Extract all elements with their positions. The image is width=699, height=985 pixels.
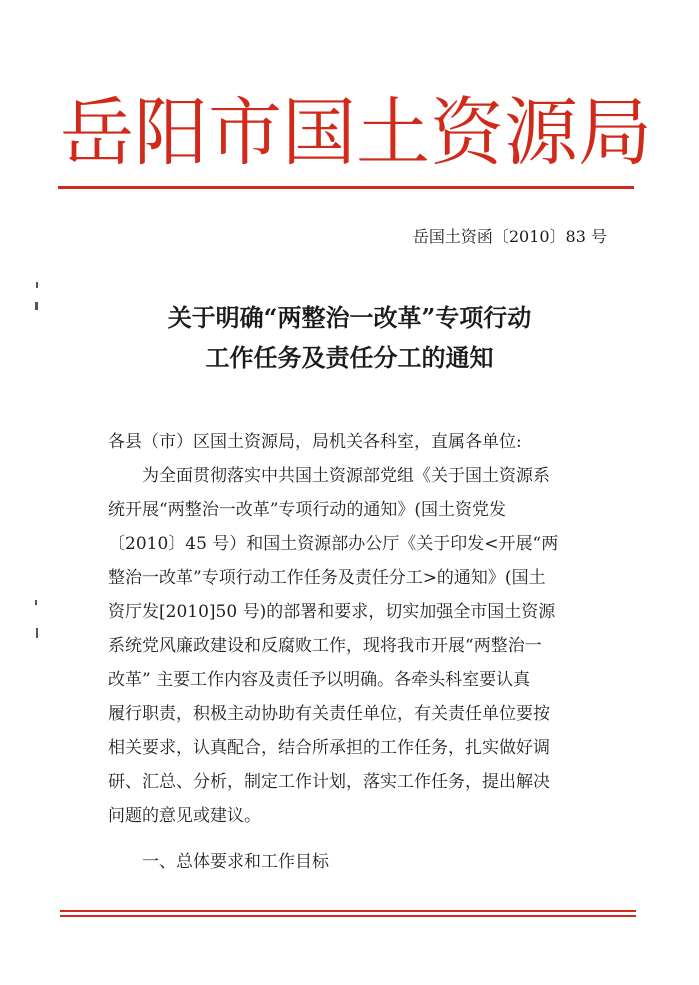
body-line: 〔2010〕45 号）和国土资源部办公厅《关于印发<开展“两 [108, 534, 559, 554]
body-line: 系统党风廉政建设和反腐败工作，现将我市开展“两整治一 [108, 636, 542, 656]
org-char: 国 [282, 90, 356, 176]
margin-mark [35, 600, 37, 605]
margin-mark [35, 302, 38, 310]
organization-header [60, 88, 652, 178]
body-line: 履行职责，积极主动协助有关责任单位，有关责任单位要按 [108, 704, 550, 724]
document-title-line-2: 工作任务及责任分工的通知 [205, 343, 494, 372]
body-line: 改革” 主要工作内容及责任予以明确。各牵头科室要认真 [108, 670, 531, 690]
body-line: 研、汇总、分析，制定工作计划，落实工作任务，提出解决 [108, 772, 550, 792]
org-char: 土 [356, 90, 430, 176]
header-divider [58, 186, 634, 189]
salutation: 各县（市）区国土资源局，局机关各科室，直属各单位: [108, 432, 522, 452]
org-char: 源 [504, 90, 578, 176]
footer-divider-lower [60, 915, 636, 917]
document-title-line-1: 关于明确“两整治一改革”专项行动 [167, 303, 532, 332]
body-line: 问题的意见或建议。 [108, 806, 261, 826]
org-char: 市 [208, 90, 282, 176]
org-char: 阳 [134, 90, 208, 176]
body-line: 相关要求，认真配合，结合所承担的工作任务，扎实做好调 [108, 738, 550, 758]
body-line: 统开展“两整治一改革”专项行动的通知》(国土资党发 [108, 500, 507, 520]
org-char: 岳 [60, 90, 134, 176]
margin-mark [36, 282, 38, 288]
org-char: 局 [578, 90, 652, 176]
org-char: 资 [430, 90, 504, 176]
margin-mark [36, 628, 38, 638]
footer-divider-upper [60, 910, 636, 912]
body-line: 资厅发[2010]50 号)的部署和要求，切实加强全市国土资源 [108, 602, 556, 622]
body-line: 整治一改革”专项行动工作任务及责任分工>的通知》(国土 [108, 568, 546, 588]
section-heading: 一、总体要求和工作目标 [142, 852, 329, 872]
document-number: 岳国土资函〔2010〕83 号 [412, 227, 607, 246]
body-line: 为全面贯彻落实中共国土资源部党组《关于国土资源系 [142, 466, 550, 486]
